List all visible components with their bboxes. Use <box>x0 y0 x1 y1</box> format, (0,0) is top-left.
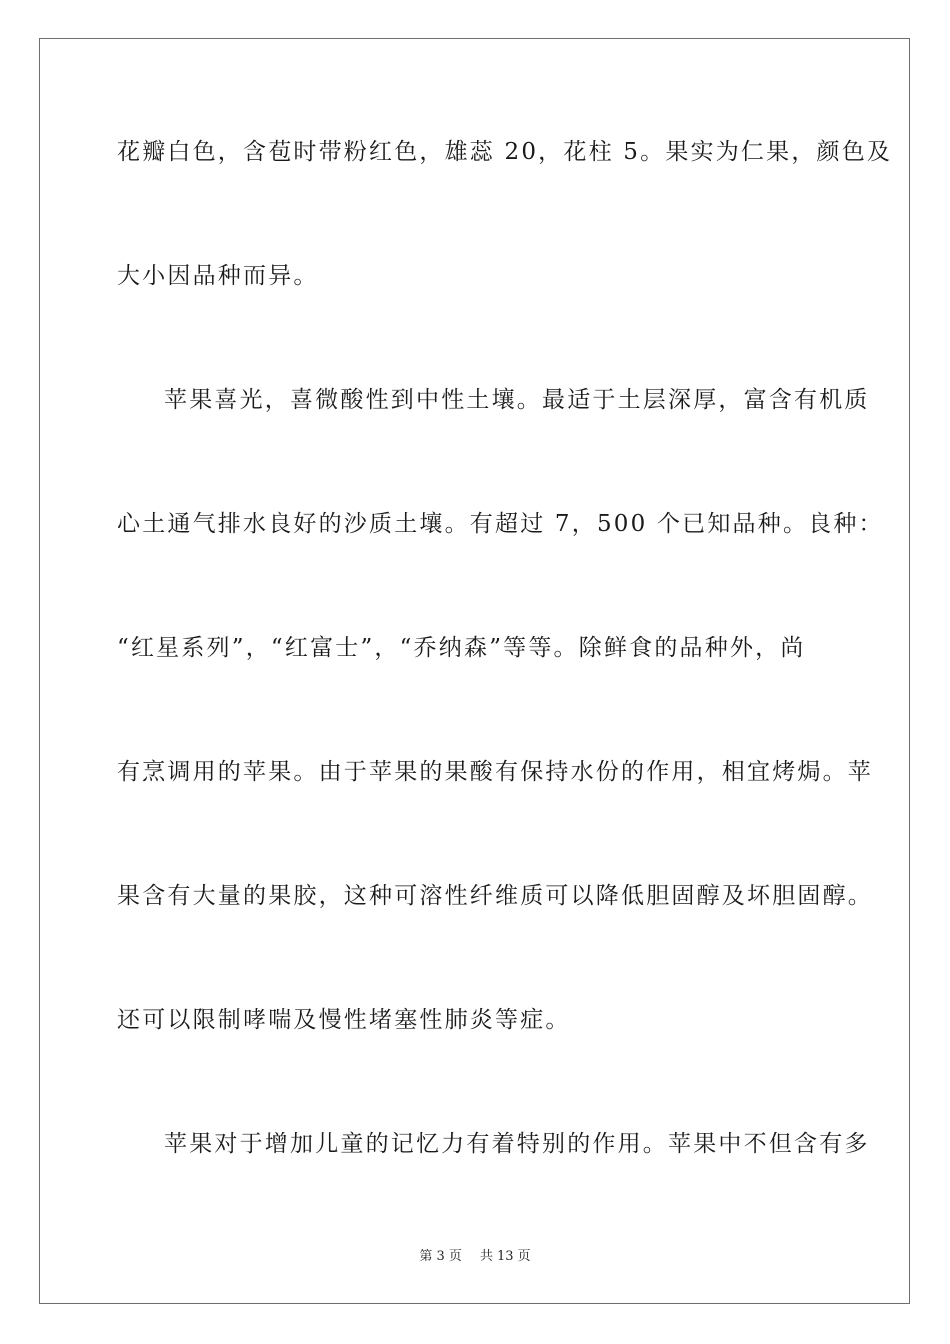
body-text-line: “红星系列”，“红富士”，“乔纳森”等等。除鲜食的品种外，尚 <box>117 635 806 661</box>
body-text-line: 苹果喜光，喜微酸性到中性土壤。最适于土层深厚，富含有机质 <box>164 387 870 413</box>
body-text-line: 还可以限制哮喘及慢性堵塞性肺炎等症。 <box>117 1007 571 1033</box>
page-border <box>39 38 910 1304</box>
page-number: 第 3 页 <box>419 1249 462 1264</box>
body-text-line: 大小因品种而异。 <box>117 263 319 289</box>
body-text-line: 果含有大量的果胶，这种可溶性纤维质可以降低胆固醇及坏胆固醇。 <box>117 883 873 909</box>
body-text-line: 心土通气排水良好的沙质土壤。有超过 7，500 个已知品种。良种： <box>117 511 884 537</box>
body-text-line: 有烹调用的苹果。由于苹果的果酸有保持水份的作用，相宜烤焗。苹 <box>117 759 873 785</box>
body-text-line: 苹果对于增加儿童的记忆力有着特别的作用。苹果中不但含有多 <box>164 1131 870 1157</box>
total-pages: 共 13 页 <box>479 1249 531 1264</box>
page-footer <box>0 1248 950 1266</box>
body-text-line: 花瓣白色，含苞时带粉红色，雄蕊 20，花柱 5。果实为仁果，颜色及 <box>117 139 893 165</box>
